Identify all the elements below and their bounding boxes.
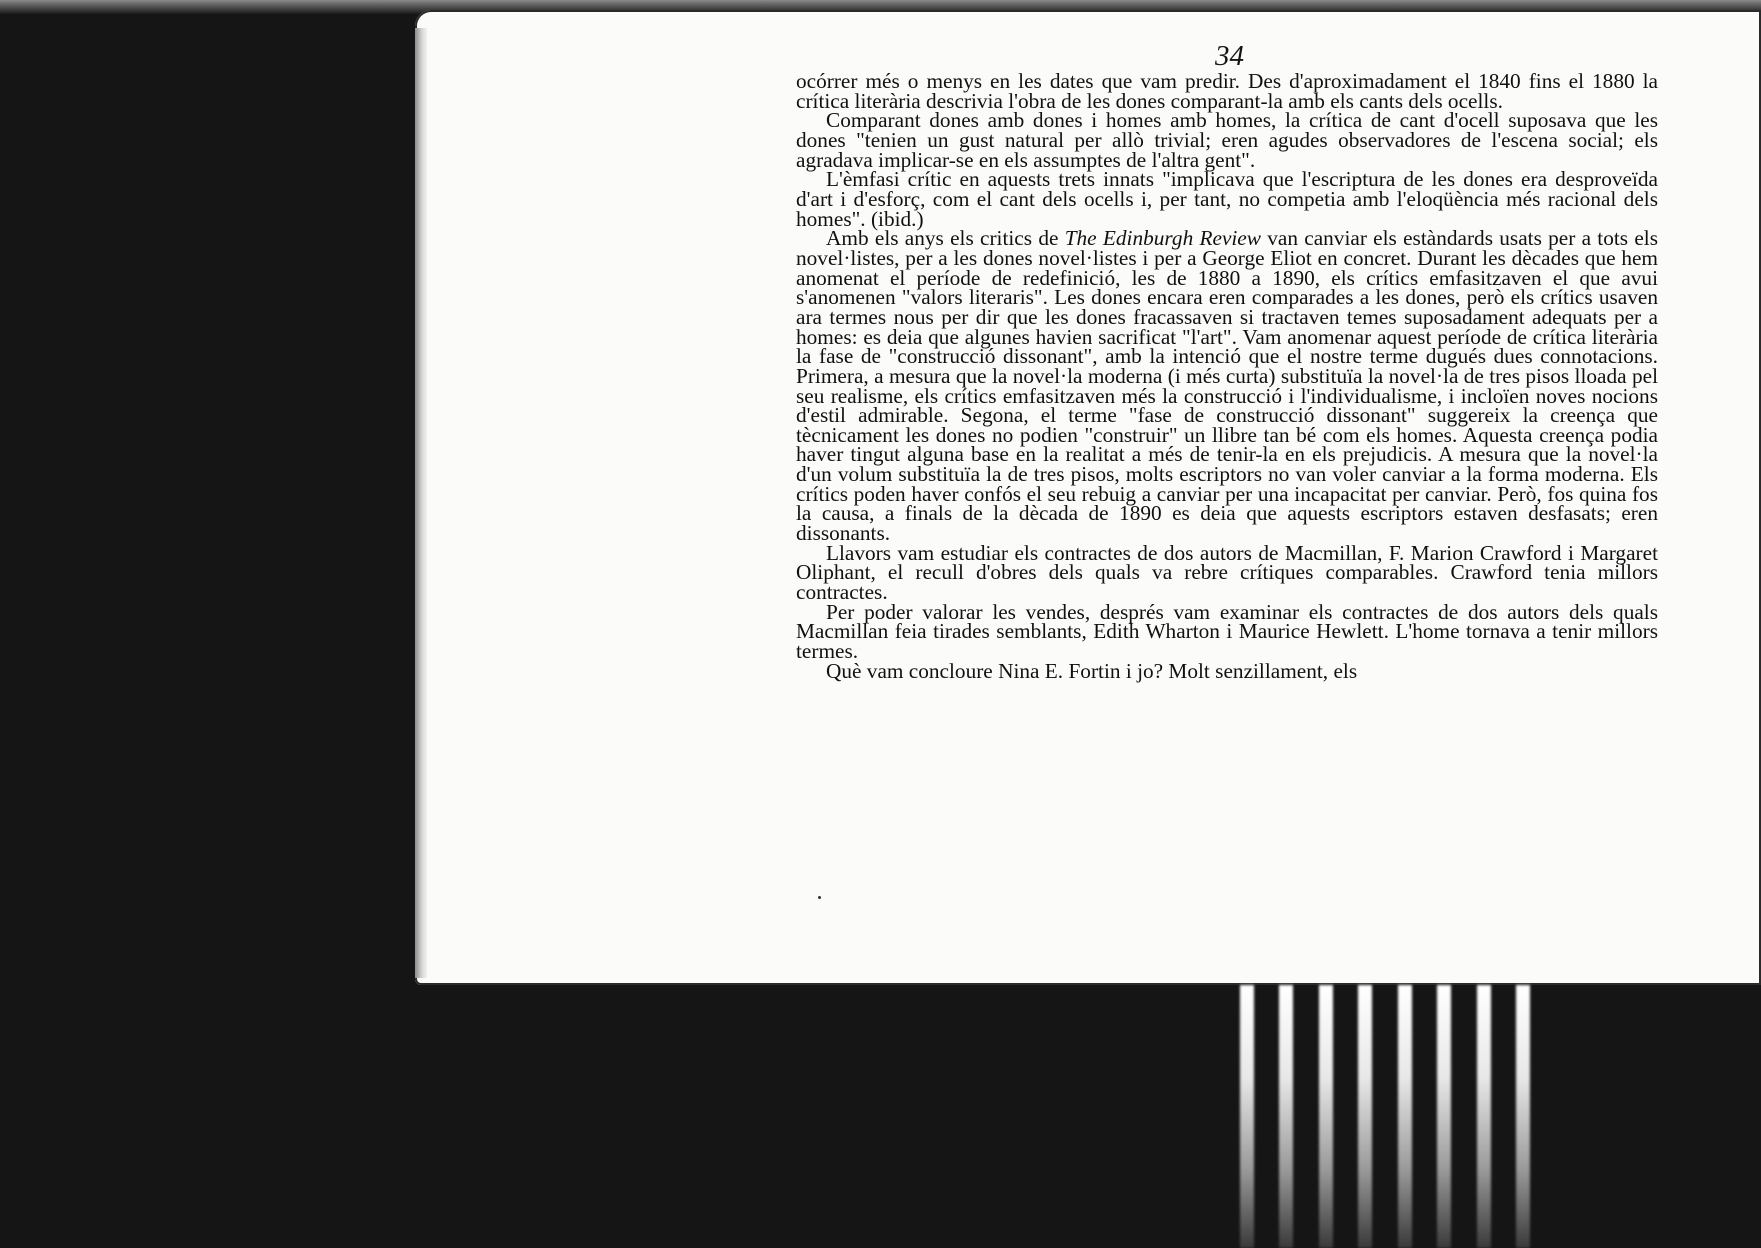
paragraph: ocórrer més o menys en les dates que vam predir. Des d'aproximadament el 1840 fins el 1880 la crítica literària descrivia l'obra de les dones comparant-la amb els cants dels ocells. bbox=[796, 69, 1658, 113]
body-text bbox=[796, 69, 1658, 683]
light-bar bbox=[1437, 985, 1451, 1248]
paragraph: Llavors vam estudiar els contractes de dos autors de Macmillan, F. Marion Crawford i Margaret Oliphant, el recull d'obres dels quals va rebre crítiques comparables. Crawford tenia millors contractes. bbox=[796, 540, 1658, 605]
journal-title: The Edinburgh Review bbox=[1064, 226, 1261, 251]
paragraph: Amb els anys els critics de The Edinburgh Review van canviar els estàndards usats per a tots els novel·listes, per a les dones novel·listes i per a George Eliot en concret. Durant les dècades que hem anomenat el període de redefinició, les de 1880 a 1890, els crítics emfasitzaven el que avui s'anomenen "valors literaris". Les dones encara eren comparades a les dones, però els crítics usaven ara termes nous per dir que les dones fracassaven si tractaven temes suposadament adequats per a homes: es deia que algunes havien sacrificat "l'art". Vam anomenar aquest període de crítica literària la fase de "construcció dissonant", amb la intenció que el nostre terme dugués dues connotacions. Primera, a mesura que la novel·la moderna (i més curta) substituïa la novel·la de tres pisos lloada pel seu realisme, els crítics emfasitzaven més la construcció i l'individualisme, i incloïen noves nocions d'estil admirable. Segona, el terme "fase de construcció dissonant" suggereix la creença que tècnicament les dones no podien "construir" un llibre tan bé com els homes. Aquesta creença podia haver tingut alguna base en la realitat a més de tenir-la en els prejudicis. A mesura que la novel·la d'un volum substituïa la de tres pisos, molts escriptors no van voler canviar a la forma moderna. Els crítics poden haver confós el seu rebuig a canviar per una incapacitat per canviar. Però, fos quina fos la causa, a finals de la dècada de 1890 es deia que aquests escriptors estaven desfasats; eren dissonants. bbox=[796, 226, 1658, 546]
scanner-light-bars bbox=[1240, 985, 1530, 1248]
page-number: 34 bbox=[1215, 40, 1244, 72]
paragraph: Què vam concloure Nina E. Fortin i jo? Molt senzillament, els bbox=[826, 658, 1358, 683]
page-binding-edge bbox=[415, 28, 427, 978]
paragraph: L'èmfasi crític en aquests trets innats "implicava que l'escriptura de les dones era desproveïda d'art i d'esforç, com el cant dels ocells i, per tant, no competia amb l'eloqüència més racional dels homes". (ibid.) bbox=[796, 167, 1658, 231]
light-bar bbox=[1319, 985, 1333, 1248]
stray-mark bbox=[818, 896, 821, 899]
light-bar bbox=[1398, 985, 1412, 1248]
paragraph: Comparant dones amb dones i homes amb homes, la crítica de cant d'ocell suposava que les dones "tenien un gust natural per allò trivial; eren agudes observadores de l'escena social; els agradava implicar-se en els assumptes de l'altra gent". bbox=[796, 108, 1658, 172]
light-bar bbox=[1477, 985, 1491, 1248]
light-bar bbox=[1516, 985, 1530, 1248]
light-bar bbox=[1240, 985, 1254, 1248]
light-bar bbox=[1279, 985, 1293, 1248]
paragraph: Per poder valorar les vendes, després vam examinar els contractes de dos autors dels quals Macmillan feia tirades semblants, Edith Wharton i Maurice Hewlett. L'home tornava a tenir millors termes. bbox=[796, 599, 1658, 664]
light-bar bbox=[1358, 985, 1372, 1248]
